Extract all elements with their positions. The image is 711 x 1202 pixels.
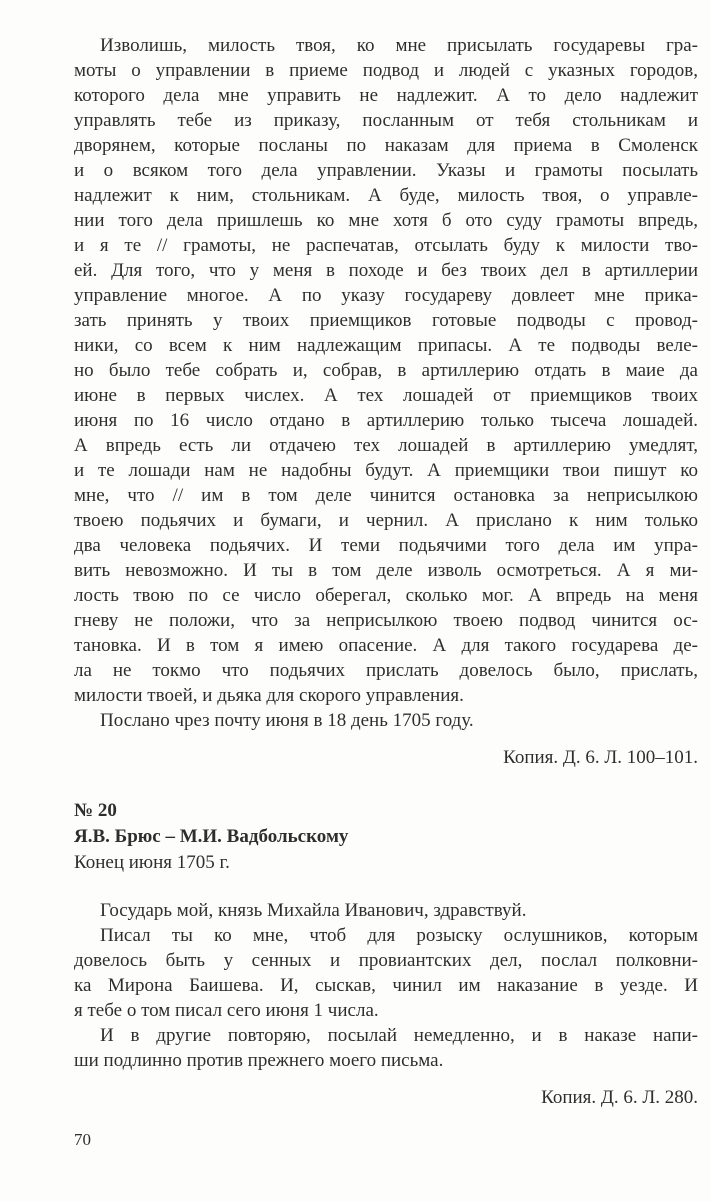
- text-line: тановка. И в том я имею опасение. А для такого государева де-: [74, 635, 698, 656]
- text-line: я тебе о том писал сего июня 1 числа.: [74, 1000, 379, 1021]
- text-line: И в другие повторяю, посылай немедленно, и в наказе напи-: [100, 1025, 698, 1046]
- text-line: твоею подьячих и бумаги, и чернил. А прислано к ним только: [74, 510, 698, 531]
- page-number: 70: [74, 1130, 91, 1149]
- archive-reference: Копия. Д. 6. Л. 280.: [541, 1087, 698, 1108]
- text-line: ей. Для того, что у меня в походе и без твоих дел в артиллерии: [74, 260, 698, 281]
- text-line: надлежит к ним, стольникам. А буде, милость твоя, о управле-: [74, 185, 698, 206]
- text-line: моты о управлении в приеме подвод и людей с указных городов,: [74, 60, 698, 81]
- text-line: и те лошади нам не надобны будут. А приемщики твои пишут ко: [74, 460, 698, 481]
- letter-date: Конец июня 1705 г.: [74, 852, 230, 873]
- text-line: и о всяком того дела управлении. Указы и грамоты посылать: [74, 160, 698, 181]
- text-line: июне в первых числех. А тех лошадей от приемщиков твоих: [74, 385, 698, 406]
- text-line: дворянем, которые посланы по наказам для приема в Смоленск: [74, 135, 698, 156]
- text-line: ники, со всем к ним надлежащим припасы. А те подводы веле-: [74, 335, 698, 356]
- text-line: и я те // грамоты, не распечатав, отсылать буду к милости тво-: [74, 235, 698, 256]
- text-line: вить невозможно. И ты в том деле изволь осмотреться. А я ми-: [74, 560, 698, 581]
- letter-19-continuation: [74, 33, 698, 770]
- text-line: нии того дела пришлешь ко мне хотя б ото суду грамоты впредь,: [74, 210, 698, 231]
- text-line: довелось быть у сенных и провиантских дел, послал полковни-: [74, 950, 698, 971]
- text-line: мне, что // им в том деле чинится остановка за неприсылкою: [74, 485, 698, 506]
- letter-body-paragraph: [74, 1023, 698, 1073]
- text-line: июня по 16 число отдано в артиллерию только тысеча лошадей.: [74, 410, 698, 431]
- letter-body-paragraph: [74, 33, 698, 708]
- letter-number: № 20: [74, 800, 117, 821]
- text-line: милости твоей, и дьяка для скорого управления.: [74, 685, 464, 706]
- text-line: управлять тебе из приказу, посланным от тебя стольникам и: [74, 110, 698, 131]
- letter-title: Я.В. Брюс – М.И. Вадбольскому: [74, 826, 349, 847]
- text-line: Писал ты ко мне, чтоб для розыску ослушников, которым: [100, 925, 698, 946]
- text-line: два человека подьячих. И теми подьячими того дела им упра-: [74, 535, 698, 556]
- postscript-line: Послано чрез почту июня в 18 день 1705 году.: [100, 710, 474, 731]
- letter-header: [74, 798, 698, 876]
- text-line: но было тебе собрать и, собрав, в артиллерию отдать в маие да: [74, 360, 698, 381]
- salutation-line: Государь мой, князь Михайла Иванович, здравствуй.: [100, 900, 527, 921]
- text-line: ка Мирона Баишева. И, сыскав, чинил им наказание в уезде. И: [74, 975, 698, 996]
- page-footer: [74, 1127, 698, 1152]
- text-line: которого дела мне управить не надлежит. А то дело надлежит: [74, 85, 698, 106]
- text-line: зать принять у твоих приемщиков готовые подводы с провод-: [74, 310, 698, 331]
- text-line: лость твою по се число оберегал, сколько мог. А впредь на меня: [74, 585, 698, 606]
- letter-body-paragraph: [74, 923, 698, 1023]
- text-line: ши подлинно против прежнего моего письма.: [74, 1050, 444, 1071]
- text-line: гневу не положи, что за неприсылкою твоею подвод чинится ос-: [74, 610, 698, 631]
- archive-reference: Копия. Д. 6. Л. 100–101.: [503, 747, 698, 768]
- text-line: ла не токмо что подьячих прислать довелось было, прислать,: [74, 660, 698, 681]
- letter-20: [74, 798, 698, 1110]
- text-line: управление многое. А по указу государеву довлеет мне прика-: [74, 285, 698, 306]
- text-line: А впредь есть ли отдачею тех лошадей в артиллерию умедлят,: [74, 435, 698, 456]
- text-line: Изволишь, милость твоя, ко мне присылать государевы гра-: [100, 35, 698, 56]
